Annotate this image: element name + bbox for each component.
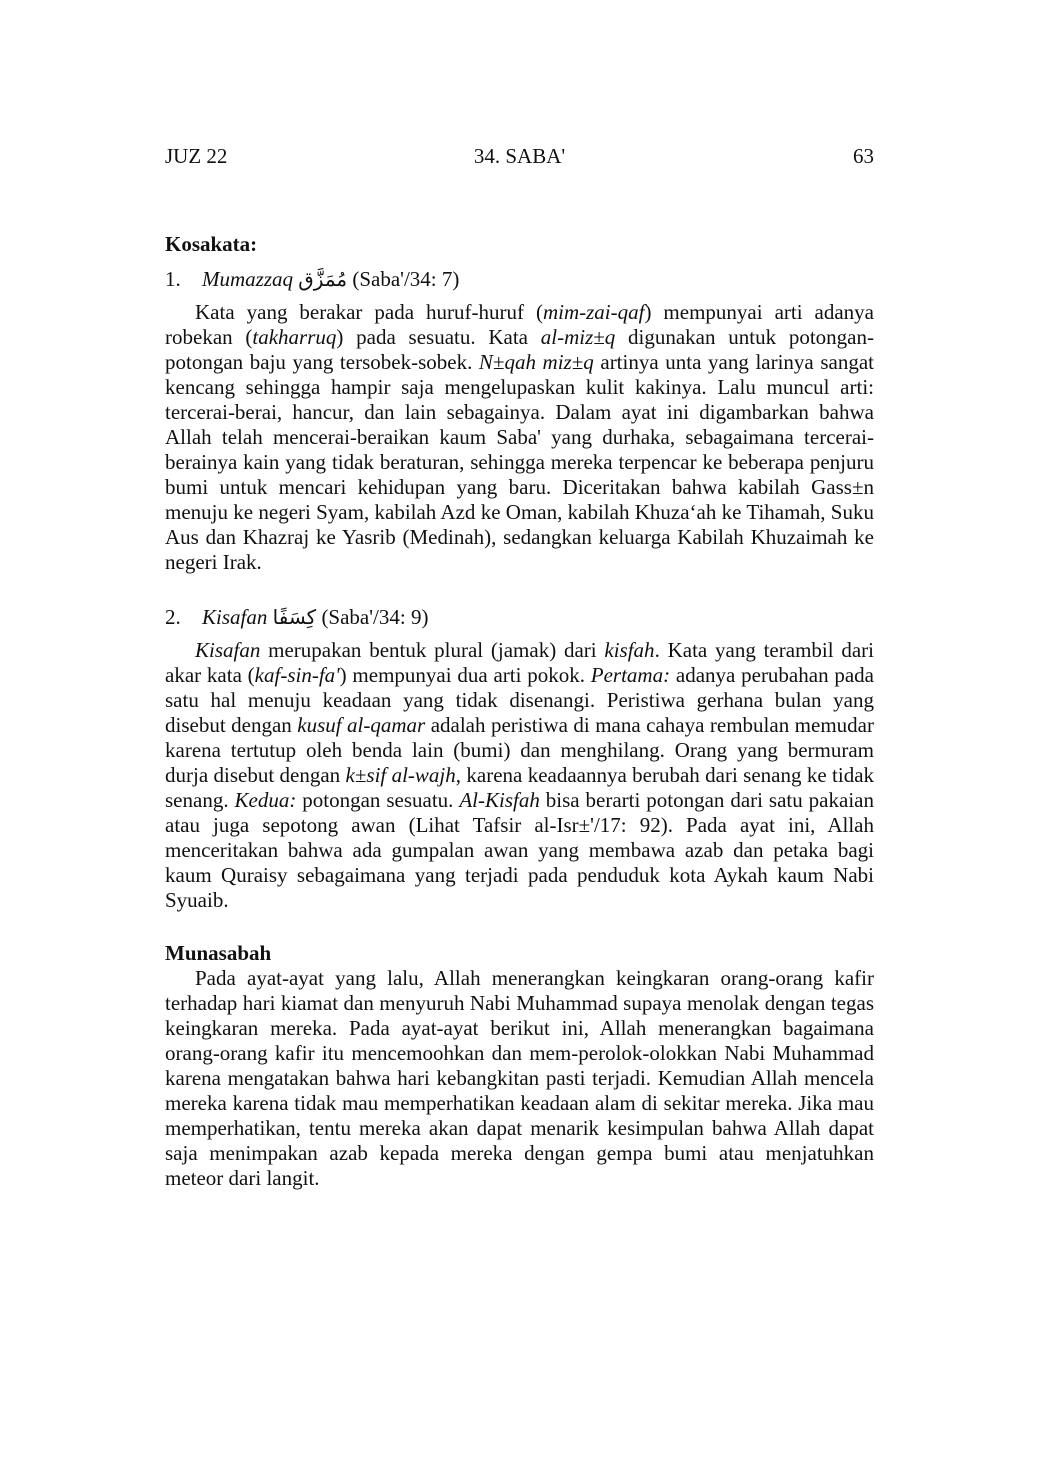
spacer <box>165 913 874 941</box>
vocab-item-1-number: 1. <box>165 267 181 291</box>
vocab-item-2-title <box>165 605 874 630</box>
surah-title: 34. SABA' <box>473 144 566 168</box>
page-number: 63 <box>853 144 874 168</box>
vocab-item-1-paragraph: Kata yang berakar pada huruf-huruf (mim-zai-qaf) mempunyai arti adanya robekan (takharruq) pada sesuatu. Kata al-miz±q digunakan untuk potongan-potongan baju yang tersobek-sobek. N±qah miz±q artinya unta yang larinya sangat kencang sehingga hampir saja mengelupaskan kulit kakinya. Lalu muncul arti: tercerai-berai, hancur, dan lain sebagainya. Dalam ayat ini digambarkan bahwa Allah telah mencerai-beraikan kaum Saba' yang durhaka, sebagaimana tercerai-berainya kain yang tidak beraturan, sehingga mereka terpencar ke beberapa penjuru bumi untuk mencari kehidupan yang baru. Diceritakan bahwa kabilah Gass±n menuju ke negeri Syam, kabilah Azd ke Oman, kabilah Khuza‘ah ke Tihamah, Suku Aus dan Khazraj ke Yasrib (Medinah), sedangkan keluarga Kabilah Khuzaimah ke negeri Irak. <box>165 300 875 574</box>
spacer <box>165 575 874 595</box>
page-content <box>165 232 874 1191</box>
kosakata-heading: Kosakata: <box>165 232 258 256</box>
vocab-item-2-arabic: كِسَفًا <box>272 605 317 629</box>
vocab-item-2-paragraph: Kisafan merupakan bentuk plural (jamak) dari kisfah. Kata yang terambil dari akar kata (kaf-sin-fa') mempunyai dua arti pokok. Pertama: adanya perubahan pada satu hal menuju keadaan yang tidak disenangi. Peristiwa gerhana bulan yang disebut dengan kusuf al-qamar adalah peristiwa di mana cahaya rembulan memudar karena tertutup oleh benda lain (bumi) dan menghilang. Orang yang bermuram durja disebut dengan k±sif al-wajh, karena keadaannya berubah dari senang ke tidak senang. Kedua: potongan sesuatu. Al-Kisfah bisa berarti potongan dari satu pakaian atau juga sepotong awan (Lihat Tafsir al-Isr±'/17: 92). Pada ayat ini, Allah menceritakan bahwa ada gumpalan awan yang membawa azab dan petaka bagi kaum Quraisy sebagaimana yang terjadi pada penduduk kota Aykah kaum Nabi Syuaib. <box>165 638 875 912</box>
vocab-item-2-number: 2. <box>165 605 181 629</box>
running-header <box>165 144 874 172</box>
juz-label: JUZ 22 <box>165 144 228 168</box>
vocab-item-1-term: Mumazzaq <box>202 267 294 291</box>
vocab-item-2-ref: (Saba'/34: 9) <box>321 605 429 629</box>
vocab-item-2-term: Kisafan <box>202 605 268 629</box>
vocab-item-1-arabic: مُمَزَّق <box>298 267 348 291</box>
munasabah-paragraph: Pada ayat-ayat yang lalu, Allah menerangkan keingkaran orang-orang kafir terhadap hari kiamat dan menyuruh Nabi Muhammad supaya menolak dengan tegas keingkaran mereka. Pada ayat-ayat berikut ini, Allah menerangkan bagaimana orang-orang kafir itu mencemoohkan dan mem-perolok-olokkan Nabi Muhammad karena mengatakan bahwa hari kebangkitan pasti terjadi. Kemudian Allah mencela mereka karena tidak mau memperhatikan keadaan alam di sekitar mereka. Jika mau memperhatikan, tentu mereka akan dapat menarik kesimpulan bahwa Allah dapat saja menimpakan azab kepada mereka dengan gempa bumi atau menjatuhkan meteor dari langit. <box>165 966 874 1190</box>
vocab-item-1-title <box>165 267 874 292</box>
munasabah-heading: Munasabah <box>165 941 272 965</box>
vocab-item-1-ref: (Saba'/34: 7) <box>352 267 460 291</box>
